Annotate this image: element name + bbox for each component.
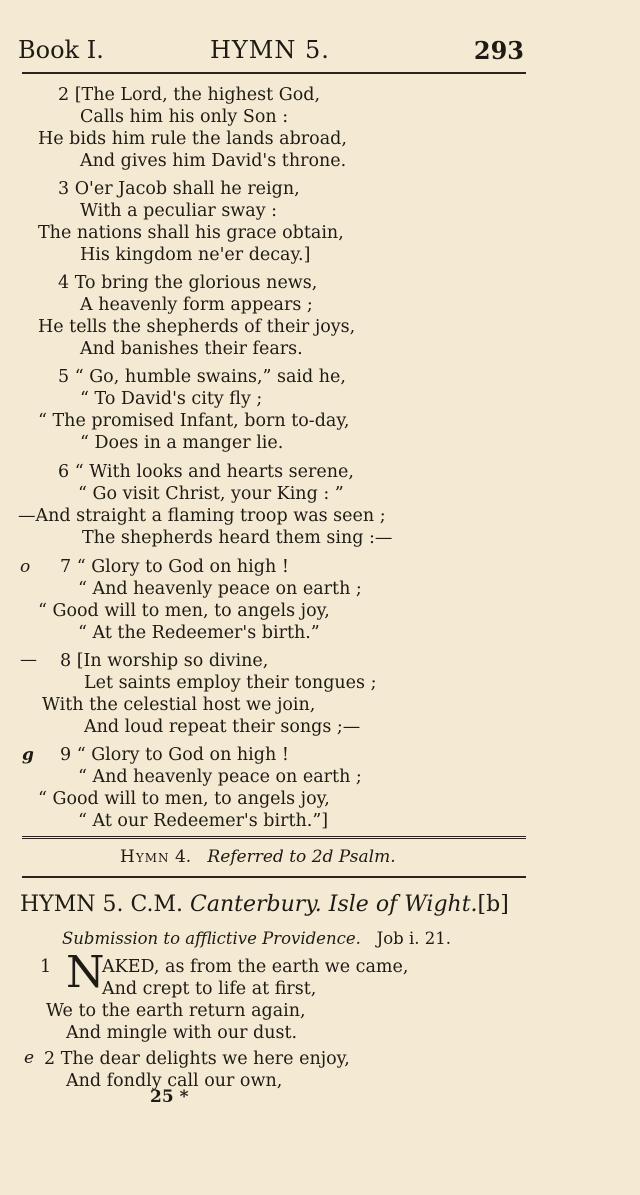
stanza-number: 1	[40, 957, 52, 977]
verse-line: And banishes their fears.	[80, 339, 303, 359]
reference-note: Referred to 2d Psalm.	[207, 847, 396, 867]
section-rule	[22, 876, 526, 878]
verse-line: 5 “ Go, humble swains,” said he,	[58, 367, 346, 387]
hymn-heading	[20, 892, 509, 917]
verse-line: The nations shall his grace obtain,	[38, 223, 344, 243]
verse-line: His kingdom ne'er decay.]	[80, 245, 311, 265]
verse-line: Let saints employ their tongues ;	[84, 673, 377, 693]
verse-line: “ And heavenly peace on earth ;	[78, 767, 362, 787]
verse-line: He bids him rule the lands abroad,	[38, 129, 347, 149]
verse-line: A heavenly form appears ;	[80, 295, 313, 315]
verse-line: 6 “ With looks and hearts serene,	[58, 462, 354, 482]
drop-cap: N	[66, 947, 105, 998]
verse-line: 7 “ Glory to God on high !	[60, 557, 289, 577]
dynamic-mark: g	[22, 745, 34, 765]
dynamic-mark: o	[20, 557, 31, 577]
key-bracket: [b]	[477, 892, 509, 917]
dynamic-mark: —	[20, 650, 37, 670]
subject-text: Submission to afflictive Providence.	[62, 929, 361, 948]
verse-line: And gives him David's throne.	[80, 151, 347, 171]
verse-line: —And straight a flaming troop was seen ;	[18, 506, 386, 526]
reference-hymn: Hymn	[120, 847, 170, 867]
reference-number: 4.	[174, 847, 192, 867]
verse-line: “ At our Redeemer's birth.”]	[78, 811, 329, 831]
book-label: Book I.	[18, 36, 104, 64]
verse-line: “ At the Redeemer's birth.”	[78, 623, 320, 643]
section-rule	[22, 836, 526, 842]
verse-line: 3 O'er Jacob shall he reign,	[58, 179, 300, 199]
tune-names: Canterbury. Isle of Wight.	[190, 892, 478, 917]
running-header	[18, 36, 524, 70]
verse-line: And crept to life at first,	[102, 979, 317, 999]
scripture-reference: Job i. 21.	[376, 929, 451, 948]
verse-line: “ Good will to men, to angels joy,	[38, 601, 330, 621]
verse-line: The shepherds heard them sing :—	[82, 528, 393, 548]
header-rule	[22, 72, 526, 74]
verse-line: “ And heavenly peace on earth ;	[78, 579, 362, 599]
verse-line: And fondly call our own,	[66, 1071, 283, 1091]
cross-reference	[120, 847, 396, 867]
verse-line: He tells the shepherds of their joys,	[38, 317, 356, 337]
verse-line: 8 [In worship so divine,	[60, 651, 269, 671]
hymn-number-meter: HYMN 5. C.M.	[20, 892, 184, 917]
verse-line: 4 To bring the glorious news,	[58, 273, 318, 293]
verse-line: And mingle with our dust.	[66, 1023, 298, 1043]
verse-line: “ Go visit Christ, your King : ”	[78, 484, 344, 504]
verse-line: 9 “ Glory to God on high !	[60, 745, 289, 765]
hymn-title: HYMN 5.	[210, 36, 330, 64]
page-number: 293	[473, 36, 524, 65]
signature-mark: 25 *	[150, 1087, 189, 1107]
verse-line: Calls him his only Son :	[80, 107, 289, 127]
hymn-subject	[62, 929, 451, 948]
verse-line: “ To David's city fly ;	[80, 389, 263, 409]
verse-line: “ The promised Infant, born to-day,	[38, 411, 350, 431]
dynamic-mark: e	[24, 1048, 35, 1068]
verse-line: We to the earth return again,	[46, 1001, 306, 1021]
verse-line: And loud repeat their songs ;—	[84, 717, 361, 737]
verse-line: “ Does in a manger lie.	[80, 433, 284, 453]
verse-line: AKED, as from the earth we came,	[102, 957, 409, 977]
verse-line: With the celestial host we join,	[42, 695, 316, 715]
verse-line: 2 [The Lord, the highest God,	[58, 85, 321, 105]
verse-line: 2 The dear delights we here enjoy,	[44, 1049, 350, 1069]
verse-line: With a peculiar sway :	[80, 201, 278, 221]
verse-line: “ Good will to men, to angels joy,	[38, 789, 330, 809]
